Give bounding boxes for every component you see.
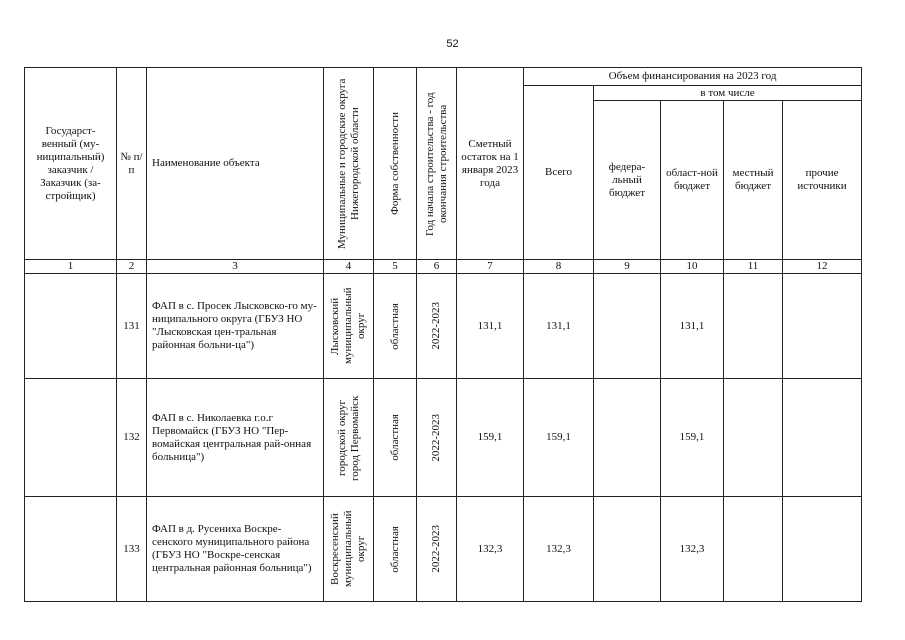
column-number: 11 [724,260,783,274]
cell-years: 2022-2023 [417,379,457,497]
header-federal: федера-льный бюджет [594,101,661,260]
cell-ownership: областная [374,274,417,379]
cell-customer [25,379,117,497]
cell-estimate: 131,1 [457,274,524,379]
cell-local [724,274,783,379]
cell-years: 2022-2023 [417,274,457,379]
column-number: 10 [661,260,724,274]
column-number: 6 [417,260,457,274]
cell-municipality: городской округ город Первомайск [324,379,374,497]
header-ownership: Форма собственности [374,68,417,260]
cell-local [724,379,783,497]
cell-other [783,497,862,602]
header-municipality: Муниципальные и городские округа Нижегородской области [324,68,374,260]
header-regional: област-ной бюджет [661,101,724,260]
column-number: 8 [524,260,594,274]
cell-customer [25,274,117,379]
cell-object-name: ФАП в с. Просек Лысковско-го му-ниципального округа (ГБУЗ НО "Лысковская цен-тральная районная больни-ца") [147,274,324,379]
cell-total: 159,1 [524,379,594,497]
header-other: прочие источники [783,101,862,260]
table-row [25,497,862,602]
cell-regional: 132,3 [661,497,724,602]
cell-regional: 159,1 [661,379,724,497]
header-local: местный бюджет [724,101,783,260]
cell-federal [594,379,661,497]
cell-local [724,497,783,602]
cell-customer [25,497,117,602]
column-number: 9 [594,260,661,274]
header-customer: Государст-венный (му-ниципальный) заказчик / Заказчик (за-стройщик) [25,68,117,260]
column-number: 4 [324,260,374,274]
cell-municipality: Воскресенский муниципальный округ [324,497,374,602]
column-number: 1 [25,260,117,274]
cell-num: 132 [117,379,147,497]
table-row [25,274,862,379]
page-number: 52 [446,38,459,50]
cell-num: 133 [117,497,147,602]
cell-object-name: ФАП в с. Николаевка г.о.г Первомайск (ГБУЗ НО "Пер-вомайская центральная рай-онная больница") [147,379,324,497]
cell-federal [594,497,661,602]
cell-other [783,379,862,497]
cell-municipality: Лысковский муниципальный округ [324,274,374,379]
cell-regional: 131,1 [661,274,724,379]
header-total: Всего [524,86,594,260]
cell-estimate: 159,1 [457,379,524,497]
column-number: 3 [147,260,324,274]
cell-total: 132,3 [524,497,594,602]
cell-total: 131,1 [524,274,594,379]
cell-years: 2022-2023 [417,497,457,602]
header-financing-group: Объем финансирования на 2023 год [524,68,862,86]
header-estimate: Сметный остаток на 1 января 2023 года [457,68,524,260]
header-years: Год начала строительства - год окончания строительства [417,68,457,260]
column-number: 2 [117,260,147,274]
cell-object-name: ФАП в д. Русениха Воскре-сенского муниципального района (ГБУЗ НО "Воскре-сенская центральная районная больница") [147,497,324,602]
cell-federal [594,274,661,379]
column-number: 7 [457,260,524,274]
header-num: № п/п [117,68,147,260]
financing-table [24,67,862,602]
header-including: в том числе [594,86,862,101]
cell-ownership: областная [374,379,417,497]
cell-estimate: 132,3 [457,497,524,602]
column-number: 5 [374,260,417,274]
cell-ownership: областная [374,497,417,602]
cell-num: 131 [117,274,147,379]
header-object-name: Наименование объекта [147,68,324,260]
column-number: 12 [783,260,862,274]
table-row [25,379,862,497]
cell-other [783,274,862,379]
